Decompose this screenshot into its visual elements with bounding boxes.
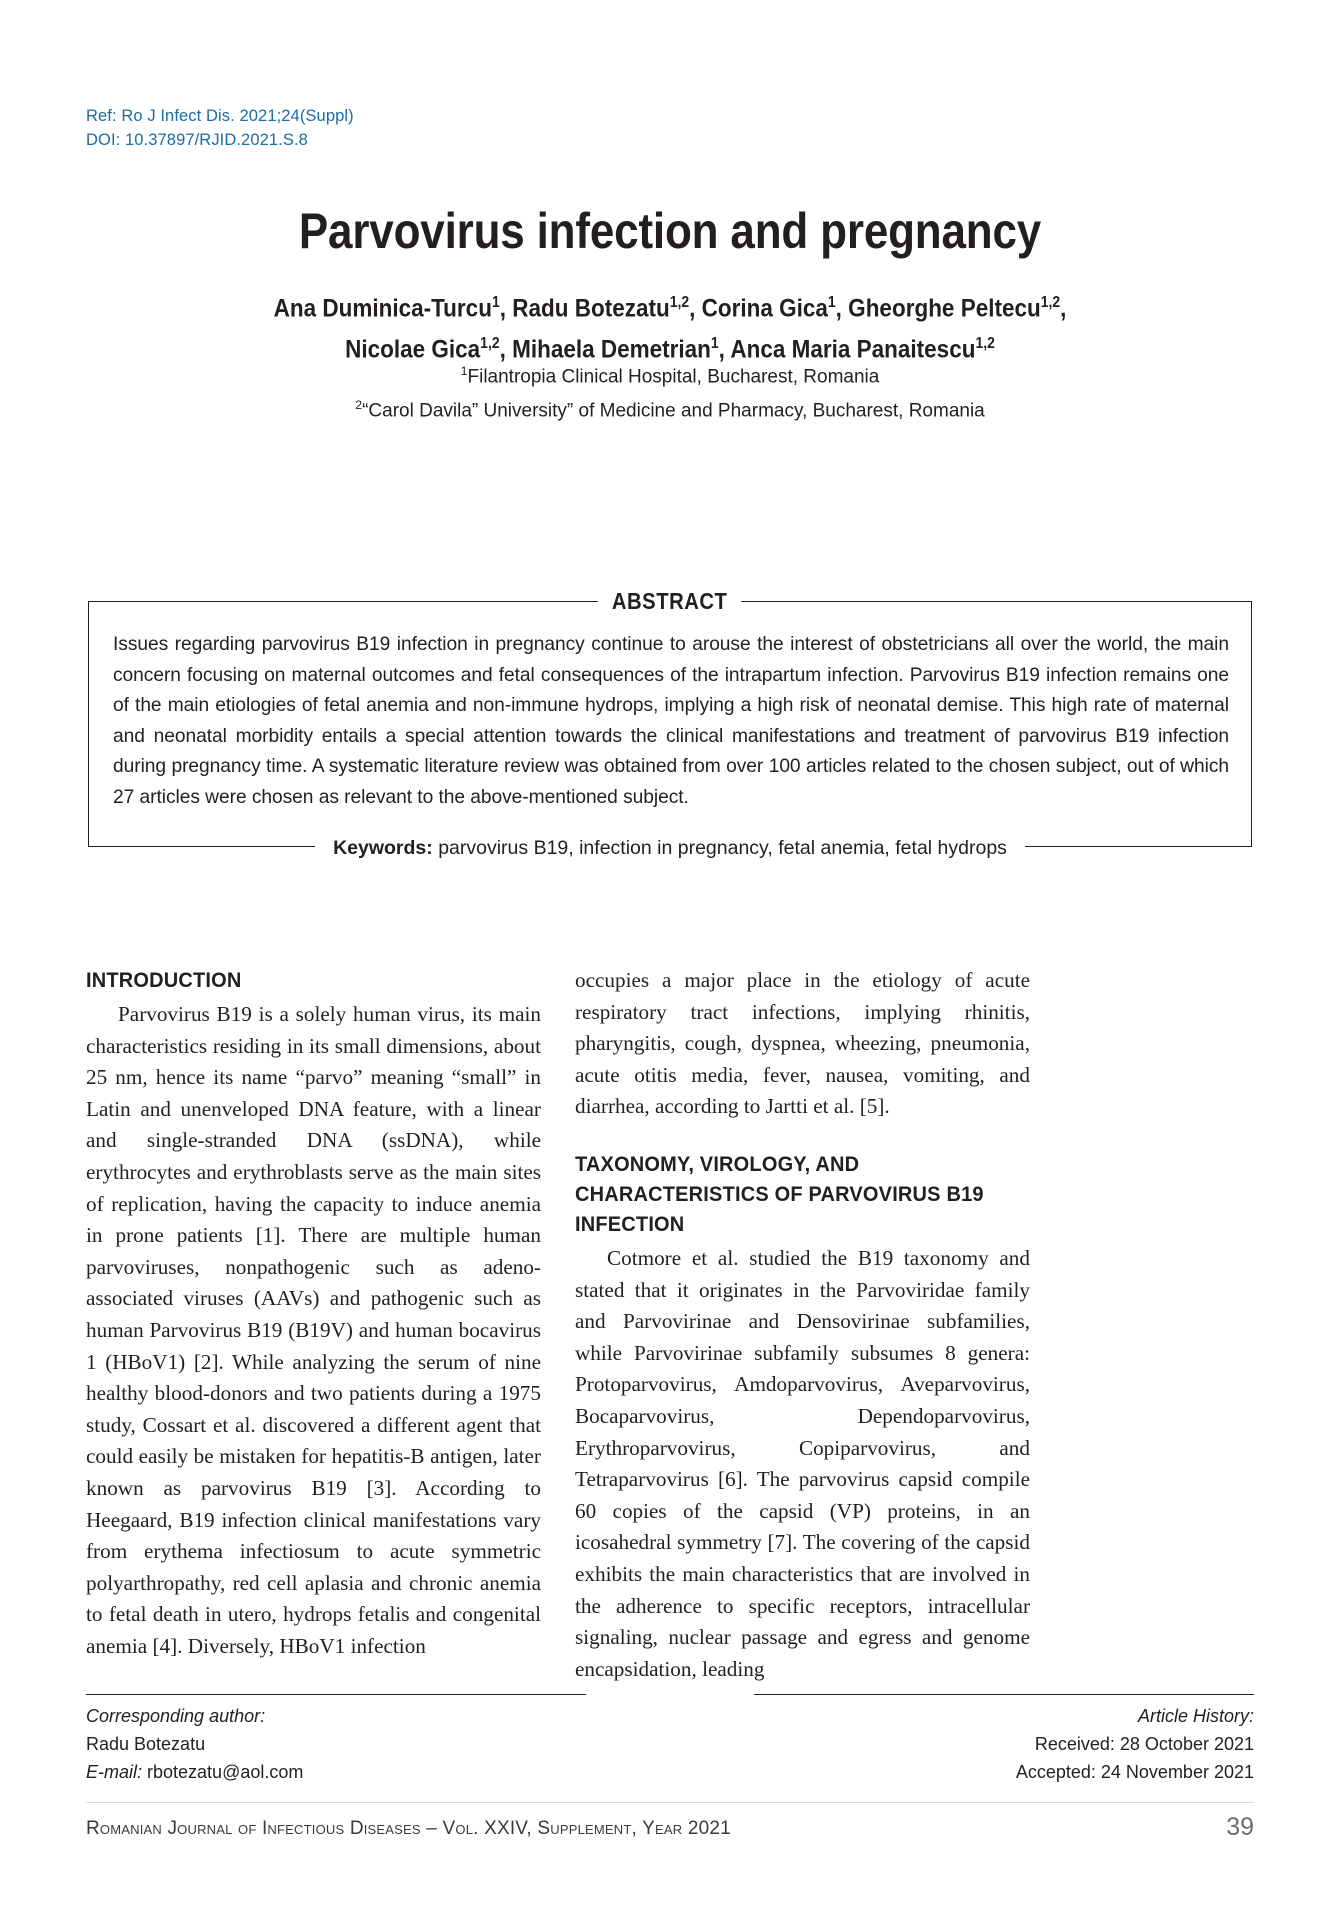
abstract-heading: ABSTRACT xyxy=(598,587,742,615)
left-column xyxy=(86,965,541,1662)
footer-divider-right xyxy=(754,1694,1254,1695)
email-label: E-mail: xyxy=(86,1762,143,1782)
author-list xyxy=(144,285,1195,368)
corresponding-author-email xyxy=(86,1758,303,1786)
article-title: Parvovirus infection and pregnancy xyxy=(298,203,1042,259)
reference-header xyxy=(86,104,354,152)
author-line-2: Nicolae Gica$^{1,2}$, Mihaela Demetrian$^1$, Anca Maria Panaitescu$^{1,2}$ xyxy=(345,335,995,364)
affiliation-2: $^2$“Carol Davila” University” of Medicine and Pharmacy, Bucharest, Romania xyxy=(355,398,985,422)
abstract-text: Issues regarding parvovirus B19 infection in pregnancy continue to arouse the interest of obstetricians all over the world, the main concern focusing on maternal outcomes and fetal consequences of the intrapartum infection. Parvovirus B19 infection remains one of the main etiologies of fetal anemia and non-immune hydrops, implying a high risk of neonatal demise. This high rate of maternal and neonatal morbidity entails a special attention towards the clinical manifestations and treatment of parvovirus B19 infection during pregnancy time. A systematic literature review was obtained from over 100 articles related to the chosen subject, out of which 27 articles were chosen as relevant to the above-mentioned subject. xyxy=(113,634,1229,808)
journal-footer-divider xyxy=(86,1802,1254,1803)
page-number: 39 xyxy=(1226,1813,1254,1841)
taxonomy-paragraph: Cotmore et al. studied the B19 taxonomy and stated that it originates in the Parvoviridae family and Parvovirinae and Densovirinae subfamilies, while Parvovirinae subfamily subsumes 8 genera: Protoparvovirus, Amdoparvovirus, Aveparvovirus, Bocaparvovirus, Dependoparvovirus, Erythroparvovirus, Copiparvovirus, and Tetraparvovirus [6]. The parvovirus capsid compile 60 copies of the capsid (VP) proteins, in an icosahedral symmetry [7]. The covering of the capsid exhibits the main characteristics that are involved in the adherence to specific receptors, intracellular signaling, nuclear passage and egress and genome encapsidation, leading xyxy=(575,1245,1030,1681)
doi-reference[interactable]: DOI: 10.37897/RJID.2021.S.8 xyxy=(86,131,308,149)
body-columns xyxy=(86,965,1254,1681)
right-column xyxy=(575,965,1030,1685)
corresponding-author-block xyxy=(86,1702,303,1786)
intro-paragraph-continued: occupies a major place in the etiology of acute respiratory tract infections, implying rhinitis, pharyngitis, cough, dyspnea, wheezing, pneumonia, acute otitis media, fever, nausea, vomiting, and diarrhea, according to Jartti et al. [5]. xyxy=(575,968,1030,1119)
corresponding-author-label: Corresponding author: xyxy=(86,1706,266,1726)
abstract-box xyxy=(88,588,1252,859)
keywords-wrap xyxy=(89,835,1251,861)
keywords-label: Keywords: xyxy=(333,837,433,859)
section-heading-introduction: INTRODUCTION xyxy=(86,968,242,992)
journal-footer-text: Romanian Journal of Infectious Diseases – Vol. XXIV, Supplement, Year 2021 xyxy=(86,1818,731,1839)
journal-reference: Ref: Ro J Infect Dis. 2021;24(Suppl) xyxy=(86,107,354,125)
affiliation-1: $^1$Filantropia Clinical Hospital, Bucharest, Romania xyxy=(460,364,880,388)
abstract-title-wrap xyxy=(89,587,1251,615)
keywords-value: parvovirus B19, infection in pregnancy, fetal anemia, fetal hydrops xyxy=(432,837,1007,859)
author-line-1: Ana Duminica-Turcu$^1$, Radu Botezatu$^{1,2}$, Corina Gica$^1$, Gheorghe Peltecu$^{1,2}$, xyxy=(273,294,1067,323)
article-history-label: Article History: xyxy=(1137,1706,1254,1726)
article-history-block xyxy=(1016,1702,1254,1786)
corresponding-author-name: Radu Botezatu xyxy=(86,1734,206,1754)
affiliation-list xyxy=(86,357,1254,426)
email-value[interactable]: rbotezatu@aol.com xyxy=(142,1762,304,1782)
accepted-date: Accepted: 24 November 2021 xyxy=(1015,1762,1254,1782)
keywords-line xyxy=(315,835,1025,861)
section-heading-taxonomy: TAXONOMY, VIROLOGY, AND CHARACTERISTICS OF PARVOVIRUS B19 INFECTION xyxy=(575,1151,984,1236)
intro-paragraph: Parvovirus B19 is a solely human virus, its main characteristics residing in its small dimensions, about 25 nm, hence its name “parvo” meaning “small” in Latin and unenveloped DNA feature, with a linear and single-stranded DNA (ssDNA), while erythrocytes and erythroblasts serve as the main sites of replication, having the capacity to induce anemia in prone patients [1]. There are multiple human parvoviruses, nonpathogenic such as adeno-associated viruses (AAVs) and pathogenic such as human Parvovirus B19 (B19V) and human bocavirus 1 (HBoV1) [2]. While analyzing the serum of nine healthy blood-donors and two patients during a 1975 study, Cossart et al. discovered a different agent that could easily be mistaken for hepatitis-B antigen, later known as parvovirus B19 [3]. According to Heegaard, B19 infection clinical manifestations vary from erythema infectiosum to acute symmetric polyarthropathy, red cell aplasia and chronic anemia to fetal death in utero, hydrops fetalis and congenital anemia [4]. Diversely, HBoV1 infection xyxy=(86,1002,541,1658)
footer-divider-left xyxy=(86,1694,586,1695)
received-date: Received: 28 October 2021 xyxy=(1034,1734,1254,1754)
